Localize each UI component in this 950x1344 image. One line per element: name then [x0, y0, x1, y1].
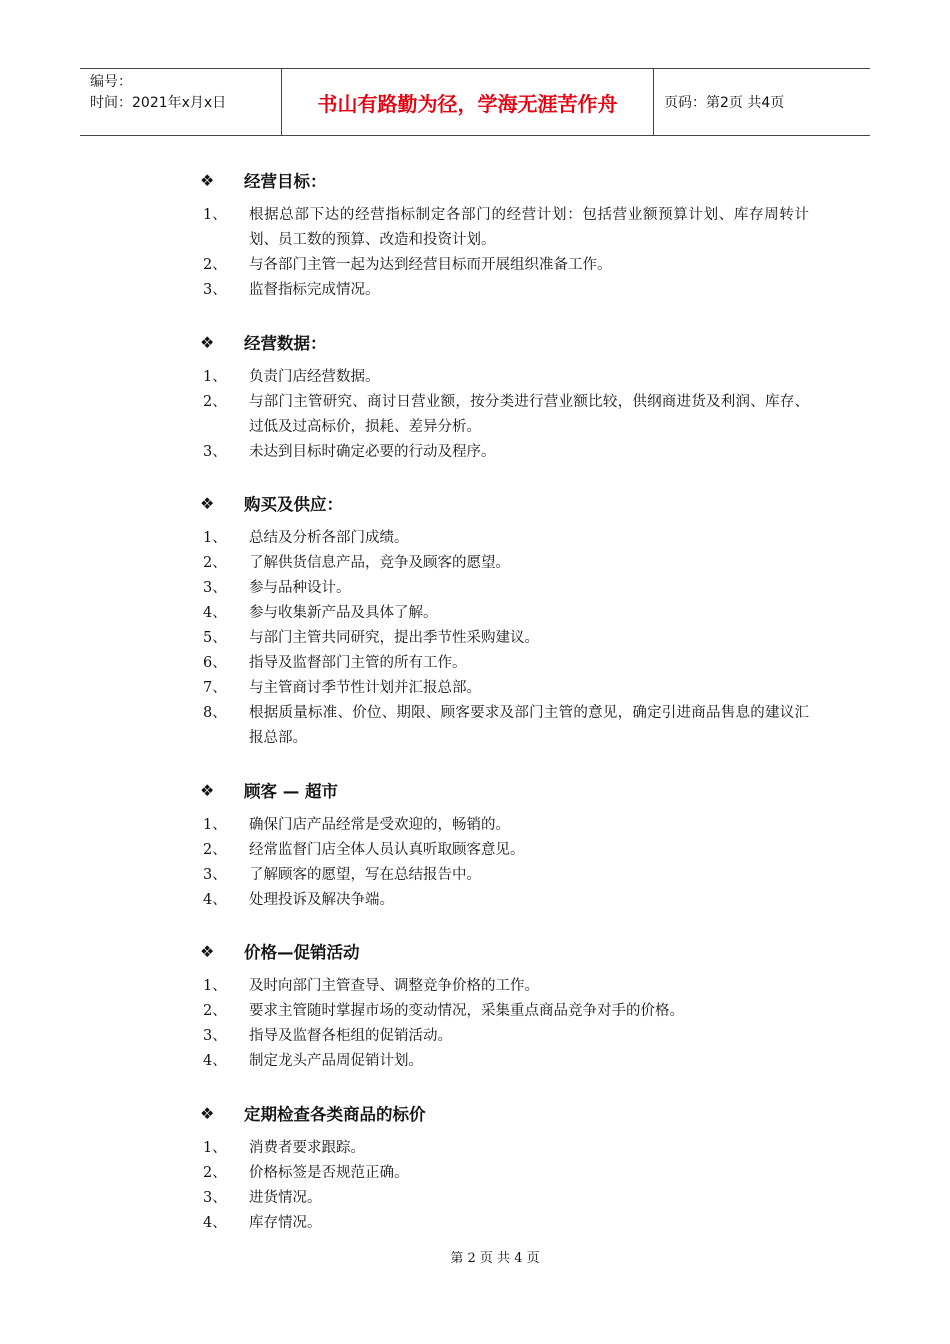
- header-time-label: 时间：2021年x月x日: [90, 95, 227, 111]
- list-item: 1、 根据总部下达的经营指标制定各部门的经营计划：包括营业额预算计划、库存周转计划、员工数的预算、改造和投资计划。: [203, 207, 809, 248]
- list-item: 3、 未达到目标时确定必要的行动及程序。: [203, 444, 496, 460]
- list-item: 1、 及时向部门主管查导、调整竞争价格的工作。: [203, 978, 539, 994]
- list-item: 2、 要求主管随时掌握市场的变动情况，采集重点商品竞争对手的价格。: [203, 1003, 684, 1019]
- list-item: 3、 监督指标完成情况。: [203, 282, 380, 298]
- list-item: 2、 了解供货信息产品，竞争及顾客的愿望。: [203, 555, 510, 571]
- list-item: 3、 进货情况。: [203, 1190, 322, 1206]
- header-left-cell: [80, 69, 282, 135]
- list-item: 2、 价格标签是否规范正确。: [203, 1165, 409, 1181]
- diamond-bullet-icon: ❖: [200, 493, 215, 513]
- list-item: 1、 负责门店经营数据。: [203, 369, 380, 385]
- list-item: 4、 库存情况。: [203, 1215, 322, 1231]
- page-header: [80, 68, 870, 136]
- section-title: 定期检查各类商品的标价: [244, 1105, 426, 1124]
- section-heading: [0, 777, 950, 803]
- list-item: 4、 处理投诉及解决争端。: [203, 892, 394, 908]
- diamond-bullet-icon: ❖: [200, 941, 215, 961]
- section-business-goals: [0, 167, 950, 303]
- list-item: 4、 参与收集新产品及具体了解。: [203, 605, 438, 621]
- list-item: 1、 总结及分析各部门成绩。: [203, 530, 409, 546]
- list-item: 3、 参与品种设计。: [203, 580, 351, 596]
- list-item: 2、 与部门主管研究、商讨日营业额，按分类进行营业额比较，供纲商进货及利润、库存、过低及过高标价，损耗、差异分析。: [203, 394, 809, 435]
- section-purchase-supply: [0, 490, 950, 751]
- diamond-bullet-icon: ❖: [200, 332, 215, 352]
- section-business-data: [0, 329, 950, 465]
- section-heading: [0, 490, 950, 516]
- section-heading: [0, 329, 950, 355]
- header-number-label: 编号：: [90, 74, 132, 90]
- section-heading: [0, 167, 950, 193]
- section-title: 经营目标：: [244, 172, 327, 191]
- section-price-check: [0, 1100, 950, 1236]
- section-price-promotion: [0, 938, 950, 1074]
- list-item: 4、 制定龙头产品周促销计划。: [203, 1053, 423, 1069]
- list-item: 3、 指导及监督各柜组的促销活动。: [203, 1028, 452, 1044]
- header-page-label: 页码：第2页 共4页: [664, 95, 785, 111]
- section-title: 顾客 — 超市: [244, 782, 338, 801]
- section-heading: [0, 938, 950, 964]
- list-item: 7、 与主管商讨季节性计划并汇报总部。: [203, 680, 481, 696]
- section-title: 购买及供应：: [244, 495, 343, 514]
- diamond-bullet-icon: ❖: [200, 170, 215, 190]
- list-item: 3、 了解顾客的愿望，写在总结报告中。: [203, 867, 481, 883]
- list-item: 1、 消费者要求跟踪。: [203, 1140, 365, 1156]
- diamond-bullet-icon: ❖: [200, 780, 215, 800]
- list-item: 5、 与部门主管共同研究，提出季节性采购建议。: [203, 630, 539, 646]
- list-item: 1、 确保门店产品经常是受欢迎的，畅销的。: [203, 817, 510, 833]
- list-item: 2、 经常监督门店全体人员认真听取顾客意见。: [203, 842, 525, 858]
- section-title: 经营数据：: [244, 334, 327, 353]
- section-heading: [0, 1100, 950, 1126]
- list-item: 2、 与各部门主管一起为达到经营目标而开展组织准备工作。: [203, 257, 612, 273]
- section-title: 价格—促销活动: [244, 943, 360, 962]
- page-footer: 第 2 页 共 4 页: [450, 1251, 540, 1266]
- list-item: 8、 根据质量标准、价位、期限、顾客要求及部门主管的意见，确定引进商品售息的建议汇报总部。: [203, 705, 809, 746]
- diamond-bullet-icon: ❖: [200, 1103, 215, 1123]
- list-item: 6、 指导及监督部门主管的所有工作。: [203, 655, 467, 671]
- section-customer-supermarket: [0, 777, 950, 913]
- header-motto: 书山有路勤为径，学海无涯苦作舟: [282, 69, 654, 135]
